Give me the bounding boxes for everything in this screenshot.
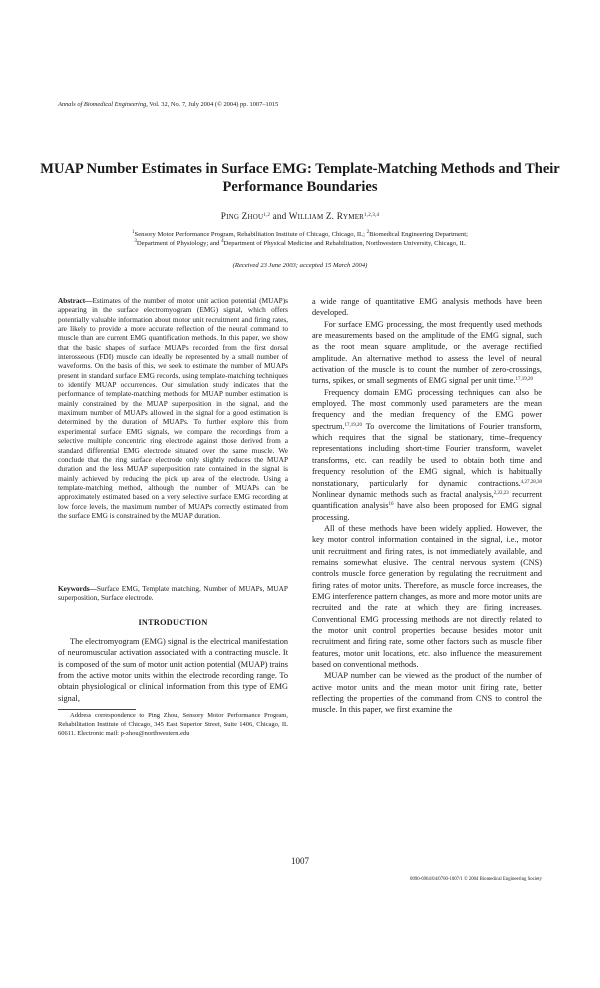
footnote-rule (58, 709, 136, 710)
section-heading-introduction: INTRODUCTION (138, 618, 208, 627)
author2-given-initial: W (288, 211, 298, 221)
abstract-text: Estimates of the number of motor unit action potential (MUAP)s appearing in the surface electromyogram (EMG) signal, which offers potentially valuable information about motor unit recruitment and firing rates, are likely to provide a more accurate reflection of the neural command to muscle than are current EMG quantification methods. In this paper, we show that the basic shapes of surface MUAPs recorded from the first dorsal interosseous (FDI) muscle can ideally be represented by a small number of waveforms. On the basis of this, we seek to estimate the number of MUAPs present in standard surface EMG records, using template-matching techniques to identify MUAP occurrences. Our simulation study indicates that the performance of template-matching methods for MUAP number estimation is mainly constrained by the MUAP superposition in the signal, and the maximum number of MUAPs allowed in the signal for a good estimation is determined by the duration of MUAPs. To further explore this from experimental surface EMG signals, we compare the recordings from a selective multiple concentric ring electrode against those derived from a standard differential EMG electrode situated over the same muscle. We conclude that the ring surface electrode only slightly reduces the MUAP duration and the less MUAP superposition rate contained in the signal is mainly achieved by reducing the pick up area of the electrode. Using a template-matching method, although the number of MUAPs can be approximately estimated based on a very selective surface EMG recording at low force levels, the maximum number of MUAPs correctly estimated from the surface EMG is constrained by the MUAP duration. (58, 296, 288, 520)
author2-given-rest: ILLIAM (297, 213, 324, 221)
author2-surname-rest: YMER (343, 213, 365, 221)
keywords-text: Surface EMG, Template matching, Number of MUAPs, MUAP superposition, Surface electrode. (58, 584, 288, 603)
abstract-dash: — (85, 296, 93, 305)
p2-text-5: have also been proposed for EMG signal processing. (312, 501, 542, 522)
citation-ref: 2,22,23 (493, 490, 509, 496)
p2-text-1: Frequency domain EMG processing techniques can also be employed. The most commonly used parameters are the mean frequency and the median frequency of the EMG power spectrum. (312, 387, 542, 431)
author1-given-initial: P (220, 211, 227, 221)
right-paragraph-4: MUAP number can be viewed as the product of the number of active motor units and the mean motor unit firing rate, better reflecting the properties of the command from CNS to control the muscle. In this paper, we first examine the (312, 671, 542, 715)
journal-name: Annals of Biomedical Engineering (58, 101, 147, 108)
author2-affiliation-marks: 1,2,3,4 (364, 213, 380, 218)
intro-paragraph-1: The electromyogram (EMG) signal is the electrical manifestation of neuromuscular activation associated with a contracting muscle. It is composed of the sum of motor unit action potential (MUAP) trains from the active motor units within the electrode recording range. To obtain physiological or clinical information from this type of EMG signal, (58, 637, 288, 703)
citation-ref: 17,19,20 (515, 377, 533, 383)
affiliation-mark-2: 2 (366, 230, 370, 235)
copyright-line: 0090-6964/04/0700-1007/1 © 2004 Biomedical Engineering Society (410, 877, 542, 882)
affiliation-mark-1: 1 (132, 230, 135, 235)
keywords (58, 584, 288, 603)
affiliation-3: Department of Physiology; and (136, 240, 222, 247)
affiliation-4: Department of Physical Medicine and Rehabilitation, Northwestern University, Chicago, IL (223, 240, 466, 247)
affiliation-1: Sensory Motor Performance Program, Rehabilitation Institute of Chicago, Chicago, IL; (134, 231, 367, 238)
keywords-dash: — (89, 584, 97, 593)
right-paragraph-1 (312, 319, 542, 387)
affiliation-mark-3: 3 (134, 239, 137, 244)
author1-given-rest: ING (226, 213, 240, 221)
right-paragraph-0: a wide range of quantitative EMG analysis methods have been developed. (312, 297, 542, 318)
author1-surname-rest: HOU (247, 213, 264, 221)
affiliation-2: Biomedical Engineering Department; (369, 231, 468, 238)
keywords-label: Keywords (58, 584, 90, 593)
abstract (58, 296, 288, 520)
paper-title: MUAP Number Estimates in Surface EMG: Template-Matching Methods and Their Performance Boundaries (40, 161, 560, 195)
right-column-body (312, 296, 542, 716)
author-line (40, 210, 560, 223)
journal-citation: , Vol. 32, No. 7, July 2004 (© 2004) pp. 1007–1015 (146, 101, 279, 108)
author1-surname-initial: Z (241, 211, 248, 221)
correspondence-footnote: Address correspondence to Ping Zhou, Sensory Motor Performance Program, Rehabilitation Institute of Chicago, 345 East Superior Street, Suite 1406, Chicago, IL 60611. Electronic mail: p-zhou@northwestern.edu (58, 712, 288, 737)
affiliation-line-2 (40, 239, 560, 248)
right-paragraph-2 (312, 387, 542, 523)
p1-text: For surface EMG processing, the most frequently used methods are measurements based on the amplitude of the EMG signal, such as the root mean square amplitude, or the average rectified amplitude. An alternative method to assess the level of neural activation of the muscle is to count the number of zero-crossings, turns, spikes, or small segments of EMG signal per unit time. (312, 319, 542, 386)
received-dates: (Received 23 June 2003; accepted 15 March 2004) (232, 262, 368, 269)
citation-ref: 17,19,20 (344, 422, 362, 428)
author-separator: and (270, 211, 289, 221)
running-head (58, 101, 538, 109)
author2-middle-initial: Z. (325, 211, 335, 221)
page-number: 1007 (291, 856, 309, 866)
p2-text-3: Nonlinear dynamic methods such as fractal analysis, (312, 489, 494, 499)
author2-surname-initial: R (336, 211, 344, 221)
p2-text-2: To overcome the limitations of Fourier transform, which requires that the signal be stationary, time–frequency representations including short-time Fourier transform, wavelet transforms, etc. can readily be used to obtain both time and frequency resolution of the EMG signal, which is habitually nonstationary, particularly for dynamic contractions. (312, 421, 542, 488)
citation-ref: 16 (388, 502, 394, 508)
affiliation-mark-4: 4 (221, 239, 224, 244)
abstract-label: Abstract (58, 296, 86, 305)
introduction-body (58, 636, 288, 704)
right-paragraph-3: All of these methods have been widely applied. However, the key motor control information contained in the signal, i.e., motor unit recruitment and firing rates, is not immediately available, and remains somewhat elusive. The central nervous system (CNS) controls muscle force generation by regulating the recruitment and firing rates of motor units. Therefore, as muscle force increases, the EMG interference pattern changes, as more and more motor units are recruited and the rate at which they are firing increases. Conventional EMG processing methods are not directly related to the motor unit control properties because besides motor unit recruitment and firing rate, some other factors such as muscle fiber features, motor unit locations, etc. also influence the measurement based on conventional methods. (312, 523, 542, 669)
affiliation-line-1 (40, 230, 560, 239)
p2-text-4: recurrent quantification analysis (312, 489, 543, 511)
affiliations (40, 230, 560, 248)
citation-ref: 4,27,28,30 (520, 479, 542, 485)
author1-affiliation-marks: 1,2 (263, 213, 271, 218)
